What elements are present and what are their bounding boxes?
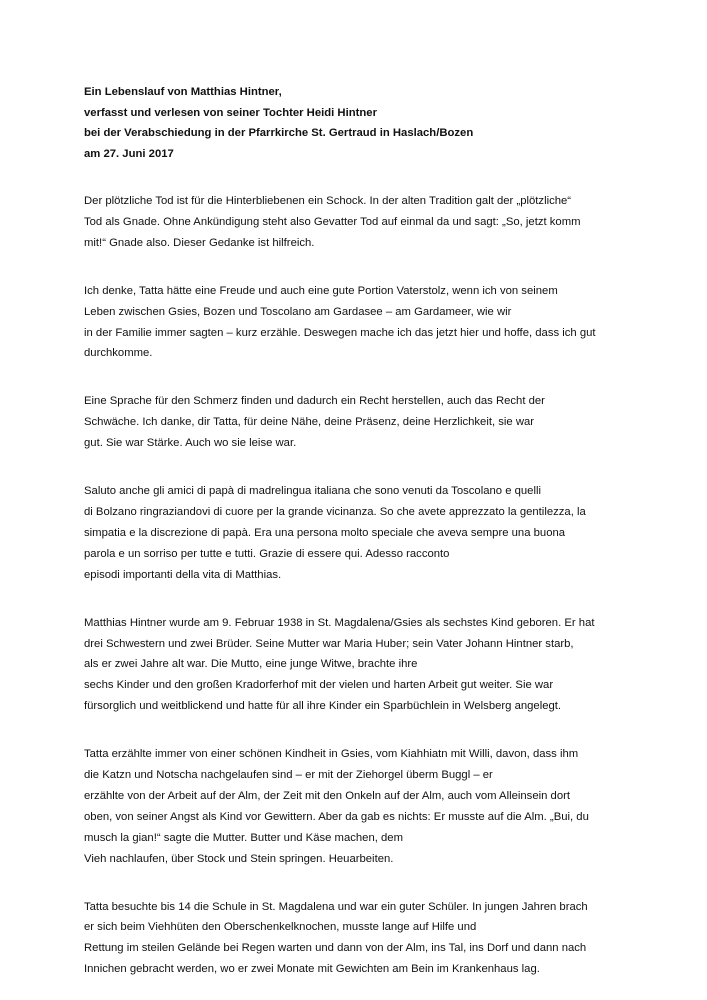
paragraph-line: Innichen gebracht werden, wo er zwei Monate mit Gewichten am Bein im Krankenhaus lag. bbox=[84, 963, 540, 976]
paragraph-line: oben, von seiner Angst als Kind vor Gewittern. Aber da gab es nichts: Er musste auf die Alm. „Bui, du bbox=[84, 810, 589, 823]
paragraph-line: Leben zwischen Gsies, Bozen und Toscolano am Gardasee – am Gardameer, wie wir bbox=[84, 305, 512, 318]
paragraph-line: simpatia e la discrezione di papà. Era una persona molto speciale che aveva sempre una buona bbox=[84, 526, 566, 539]
paragraph-line: fürsorglich und weitblickend und hatte für all ihre Kinder ein Sparbüchlein in Welsberg angelegt. bbox=[84, 700, 562, 713]
document-body bbox=[84, 191, 644, 980]
paragraph bbox=[84, 481, 644, 586]
paragraph bbox=[84, 897, 644, 981]
paragraph-line: durchkomme. bbox=[84, 347, 153, 360]
paragraph-line: die Katzn und Notscha nachgelaufen sind – er mit der Ziehorgel überm Buggl – er bbox=[84, 769, 493, 782]
paragraph-line: Vieh nachlaufen, über Stock und Stein springen. Heuarbeiten. bbox=[84, 852, 394, 865]
paragraph-line: erzählte von der Arbeit auf der Alm, der Zeit mit den Onkeln auf der Alm, auch vom Alleinsein dort bbox=[84, 789, 571, 802]
paragraph-line: episodi importanti della vita di Matthias. bbox=[84, 568, 282, 581]
paragraph bbox=[84, 281, 644, 365]
paragraph-line: drei Schwestern und zwei Brüder. Seine Mutter war Maria Huber; sein Vater Johann Hintner starb, bbox=[84, 637, 574, 650]
paragraph bbox=[84, 744, 644, 869]
paragraph-line: musch la gian!“ sagte die Mutter. Butter und Käse machen, dem bbox=[84, 831, 403, 844]
paragraph-line: Tatta besuchte bis 14 die Schule in St. Magdalena und war ein guter Schüler. In jungen Jahren brach bbox=[84, 900, 588, 913]
paragraph-line: er sich beim Viehhüten den Oberschenkelknochen, musste lange auf Hilfe und bbox=[84, 921, 477, 934]
paragraph-line: Eine Sprache für den Schmerz finden und dadurch ein Recht herstellen, auch das Recht der bbox=[84, 395, 545, 408]
paragraph-line: Rettung im steilen Gelände bei Regen warten und dann von der Alm, ins Tal, ins Dorf und dann nach bbox=[84, 942, 587, 955]
paragraph-line: als er zwei Jahre alt war. Die Mutto, eine junge Witwe, brachte ihre bbox=[84, 658, 418, 671]
paragraph-line: in der Familie immer sagten – kurz erzähle. Deswegen mache ich das jetzt hier und hoffe, dass ich gut bbox=[84, 326, 596, 339]
paragraph-line: Tod als Gnade. Ohne Ankündigung steht also Gevatter Tod auf einmal da und sagt: „So, jetzt komm bbox=[84, 215, 581, 228]
paragraph-line: Der plötzliche Tod ist für die Hinterbliebenen ein Schock. In der alten Tradition galt der „plötzliche“ bbox=[84, 195, 572, 207]
paragraph-line: Ich denke, Tatta hätte eine Freude und auch eine gute Portion Vaterstolz, wenn ich von seinem bbox=[84, 284, 558, 297]
paragraph bbox=[84, 613, 644, 718]
paragraph-line: gut. Sie war Stärke. Auch wo sie leise war. bbox=[84, 437, 297, 450]
paragraph-line: Matthias Hintner wurde am 9. Februar 1938 in St. Magdalena/Gsies als sechstes Kind geboren. Er hat bbox=[84, 616, 595, 629]
heading-line: am 27. Juni 2017 bbox=[84, 147, 174, 160]
heading-line: bei der Verabschiedung in der Pfarrkirche St. Gertraud in Haslach/Bozen bbox=[84, 127, 474, 139]
heading-line: verfasst und verlesen von seiner Tochter Heidi Hintner bbox=[84, 106, 377, 119]
paragraph-line: mit!“ Gnade also. Dieser Gedanke ist hilfreich. bbox=[84, 236, 315, 249]
paragraph-line: Schwäche. Ich danke, dir Tatta, für deine Nähe, deine Präsenz, deine Herzlichkeit, sie war bbox=[84, 416, 535, 429]
heading-line: Ein Lebenslauf von Matthias Hintner, bbox=[84, 86, 282, 98]
paragraph-line: parola e un sorriso per tutte e tutti. Grazie di essere qui. Adesso racconto bbox=[84, 547, 450, 560]
paragraph-line: sechs Kinder und den großen Kradorferhof mit der vielen und harten Arbeit gut weiter. Sie war bbox=[84, 679, 554, 692]
paragraph-line: Saluto anche gli amici di papà di madrelingua italiana che sono venuti da Toscolano e quelli bbox=[84, 485, 541, 498]
paragraph-line: di Bolzano ringraziandovi di cuore per la grande vicinanza. So che avete apprezzato la gentilezza, la bbox=[84, 505, 586, 518]
paragraph-line: Tatta erzählte immer von einer schönen Kindheit in Gsies, vom Kiahhiatn mit Willi, davon, dass ihm bbox=[84, 748, 579, 761]
document-page bbox=[84, 82, 644, 980]
paragraph bbox=[84, 191, 644, 254]
paragraph bbox=[84, 391, 644, 454]
document-heading bbox=[84, 82, 644, 164]
